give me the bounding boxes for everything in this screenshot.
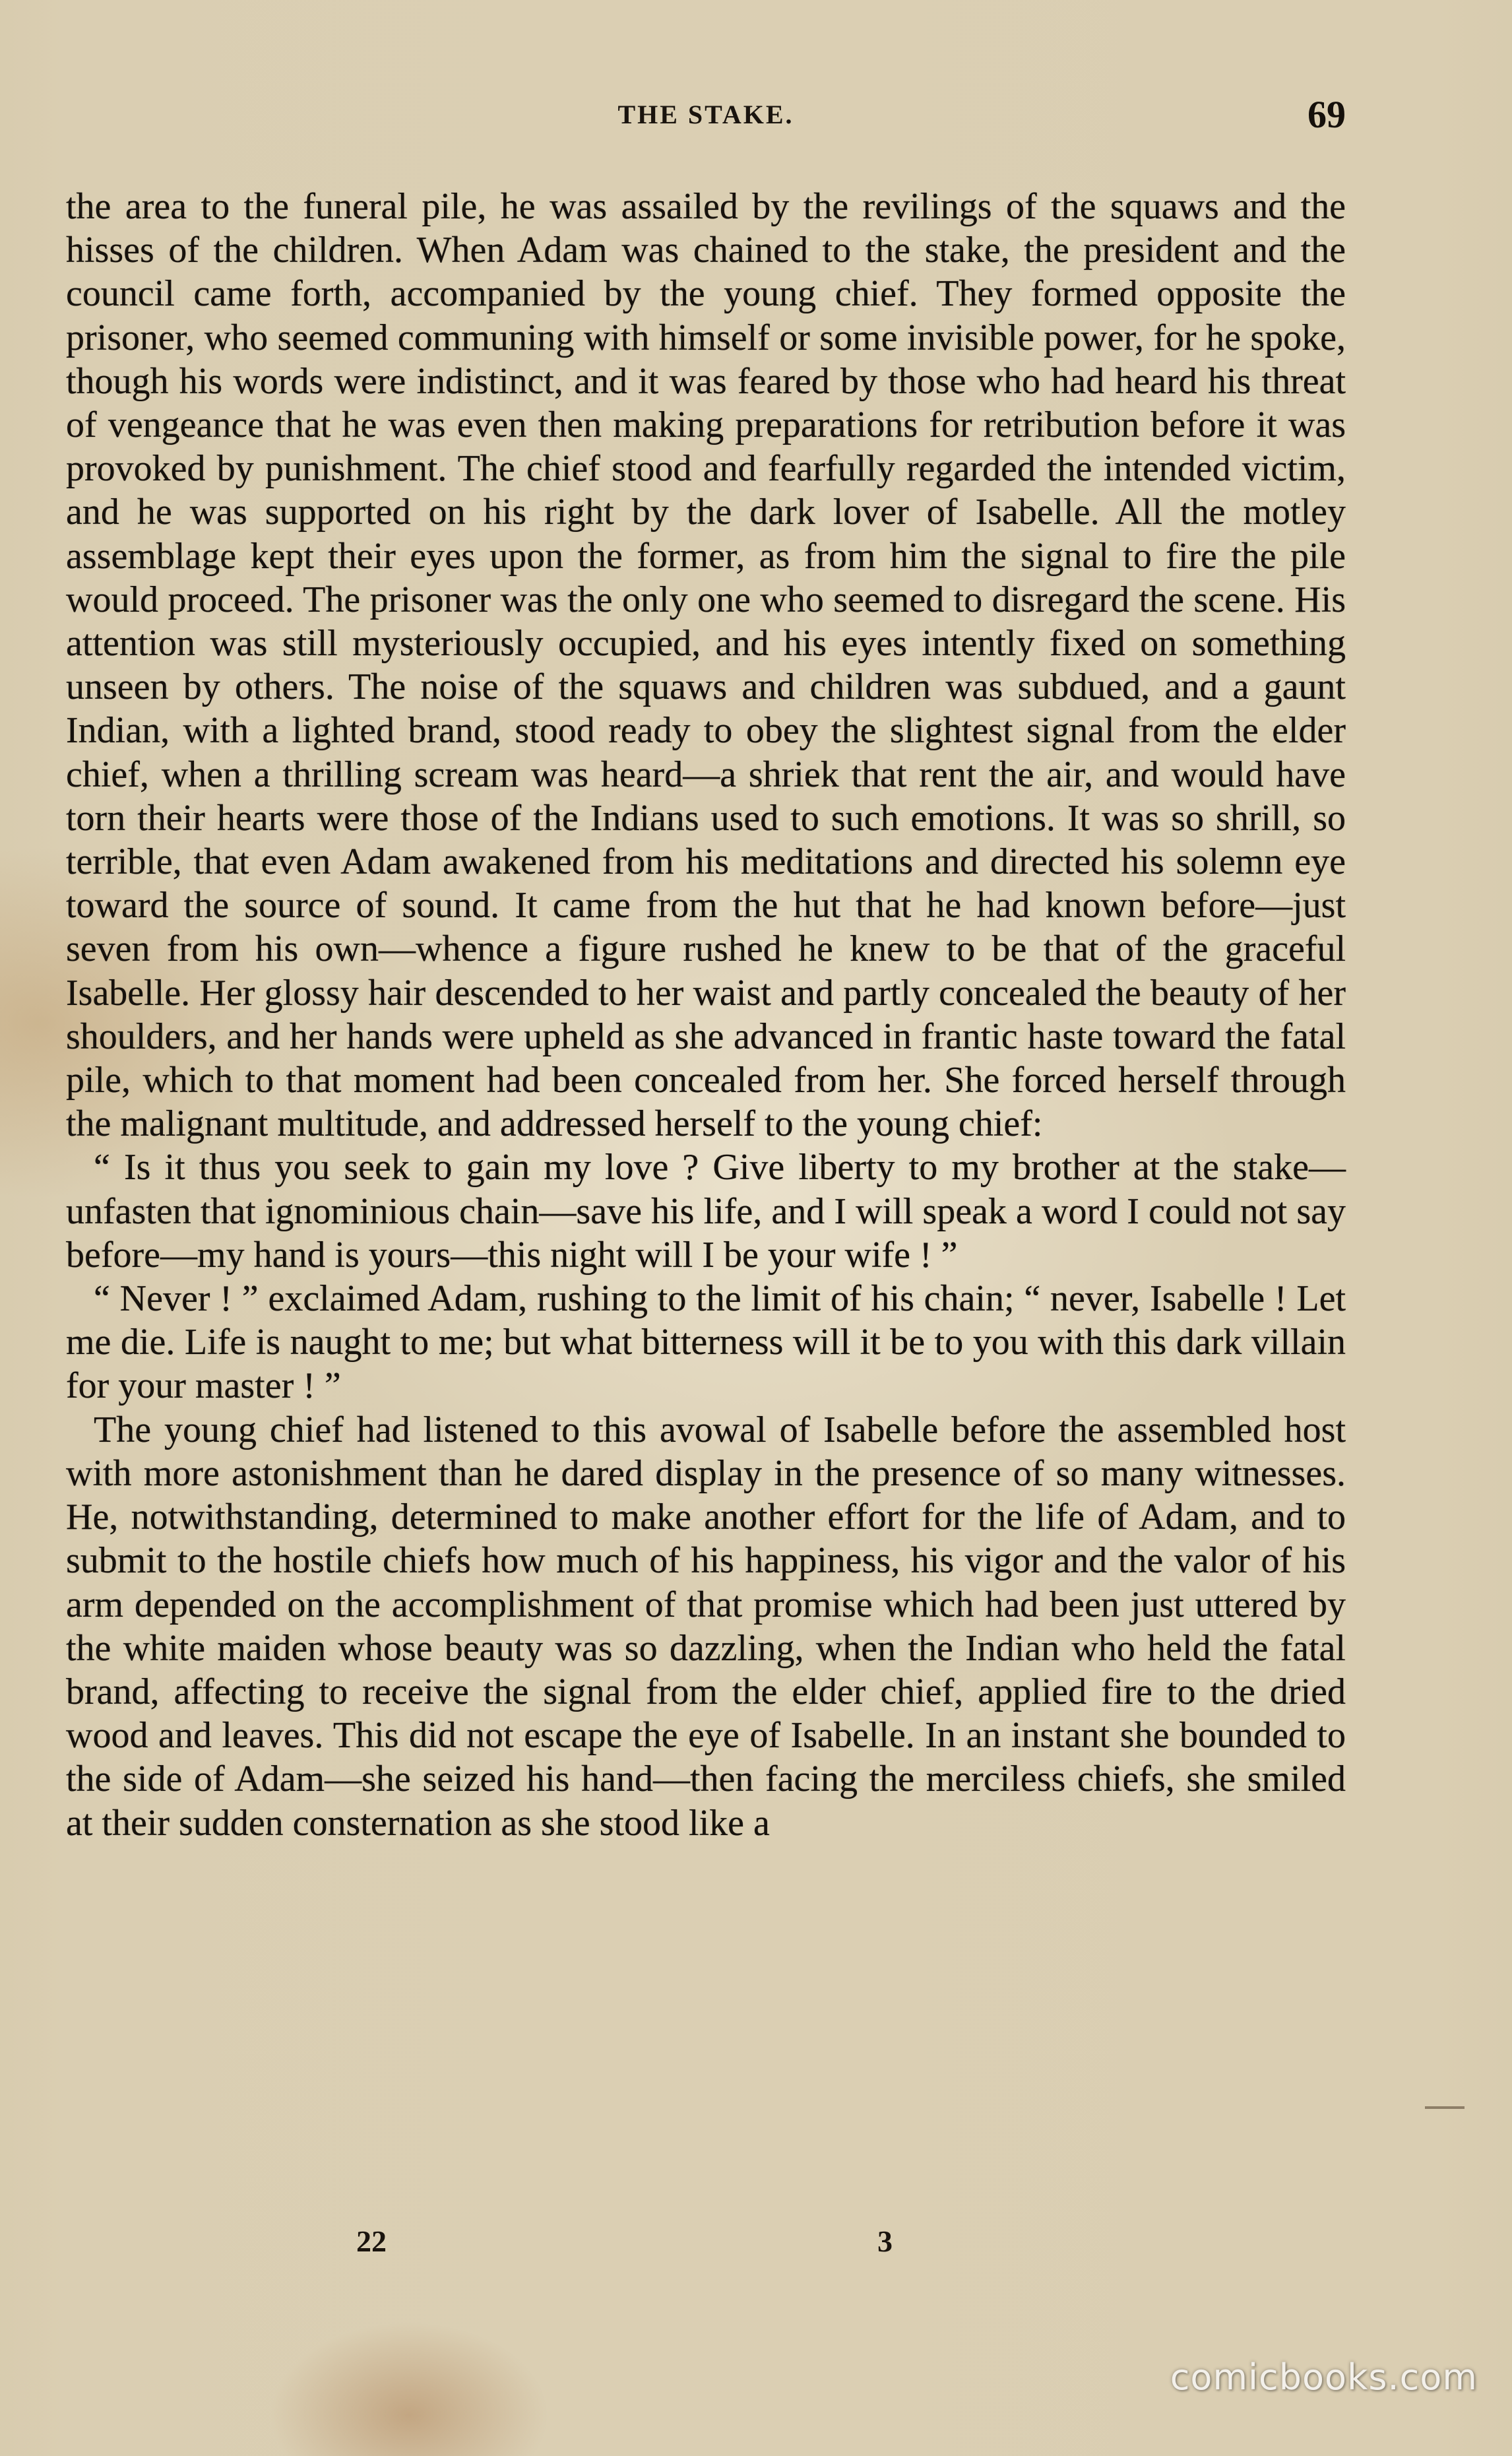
watermark: comicbooks.com (1170, 2356, 1478, 2398)
paragraph: the area to the funeral pile, he was assailed by the revilings of the squaws and the hisses of the children. When Adam was chained to the stake, the president and the council came forth, accompanied by the young chief. They formed opposite the prisoner, who seemed communing with himself or some invisible power, for he spoke, though his words were indistinct, and it was feared by those who had heard his threat of vengeance that he was even then making preparations for retribution before it was provoked by punishment. The chief stood and fearfully regarded the intended victim, and he was supported on his right by the dark lover of Isabelle. All the motley assemblage kept their eyes upon the former, as from him the signal to fire the pile would proceed. The prisoner was the only one who seemed to disregard the scene. His attention was still mysteriously occupied, and his eyes intently fixed on something unseen by others. The noise of the squaws and children was subdued, and a gaunt Indian, with a lighted brand, stood ready to obey the slightest signal from the elder chief, when a thrilling scream was heard—a shriek that rent the air, and would have torn their hearts were those of the Indians used to such emotions. It was so shrill, so terrible, that even Adam awakened from his meditations and directed his solemn eye toward the source of sound. It came from the hut that he had known before—just seven from his own—whence a figure rushed he knew to be that of the graceful Isabelle. Her glossy hair descended to her waist and partly concealed the beauty of her shoulders, and her hands were upheld as she advanced in frantic haste toward the fatal pile, which to that moment had been concealed from her. She forced herself through the malignant multitude, and addressed herself to the young chief: (66, 186, 1346, 1145)
body-text (66, 185, 1346, 1845)
page-footer (66, 2224, 1346, 2270)
margin-dash-mark (1425, 2106, 1465, 2109)
running-head: THE STAKE. (617, 100, 794, 129)
signature-mark-right: 3 (877, 2224, 893, 2258)
paragraph: The young chief had listened to this avowal of Isabelle before the assembled host with more astonishment than he dared display in the presence of so many witnesses. He, notwithstanding, determined to make another effort for the life of Adam, and to submit to the hostile chiefs how much of his happiness, his vigor and the valor of his arm depended on the accomplishment of that promise which had been just uttered by the white maiden whose beauty was so dazzling, when the Indian who held the fatal brand, affecting to receive the signal from the elder chief, applied fire to the dried wood and leaves. This did not escape the eye of Isabelle. In an instant she bounded to the side of Adam—she seized his hand—then facing the merciless chiefs, she smiled at their sudden consternation as she stood like a (66, 1409, 1346, 1844)
paragraph: “ Is it thus you seek to gain my love ? Give liberty to my brother at the stake—unfasten that ignominious chain—save his life, and I will speak a word I could not say before—my hand is yours—this night will I be your wife ! ” (66, 1147, 1346, 1276)
signature-mark-left: 22 (356, 2224, 387, 2258)
page-header (66, 92, 1346, 145)
paragraph: “ Never ! ” exclaimed Adam, rushing to the limit of his chain; “ never, Isabelle ! Let me die. Life is naught to me; but what bitterness will it be to you with this dark villain for your master ! ” (66, 1278, 1346, 1407)
page-number: 69 (1307, 93, 1346, 136)
